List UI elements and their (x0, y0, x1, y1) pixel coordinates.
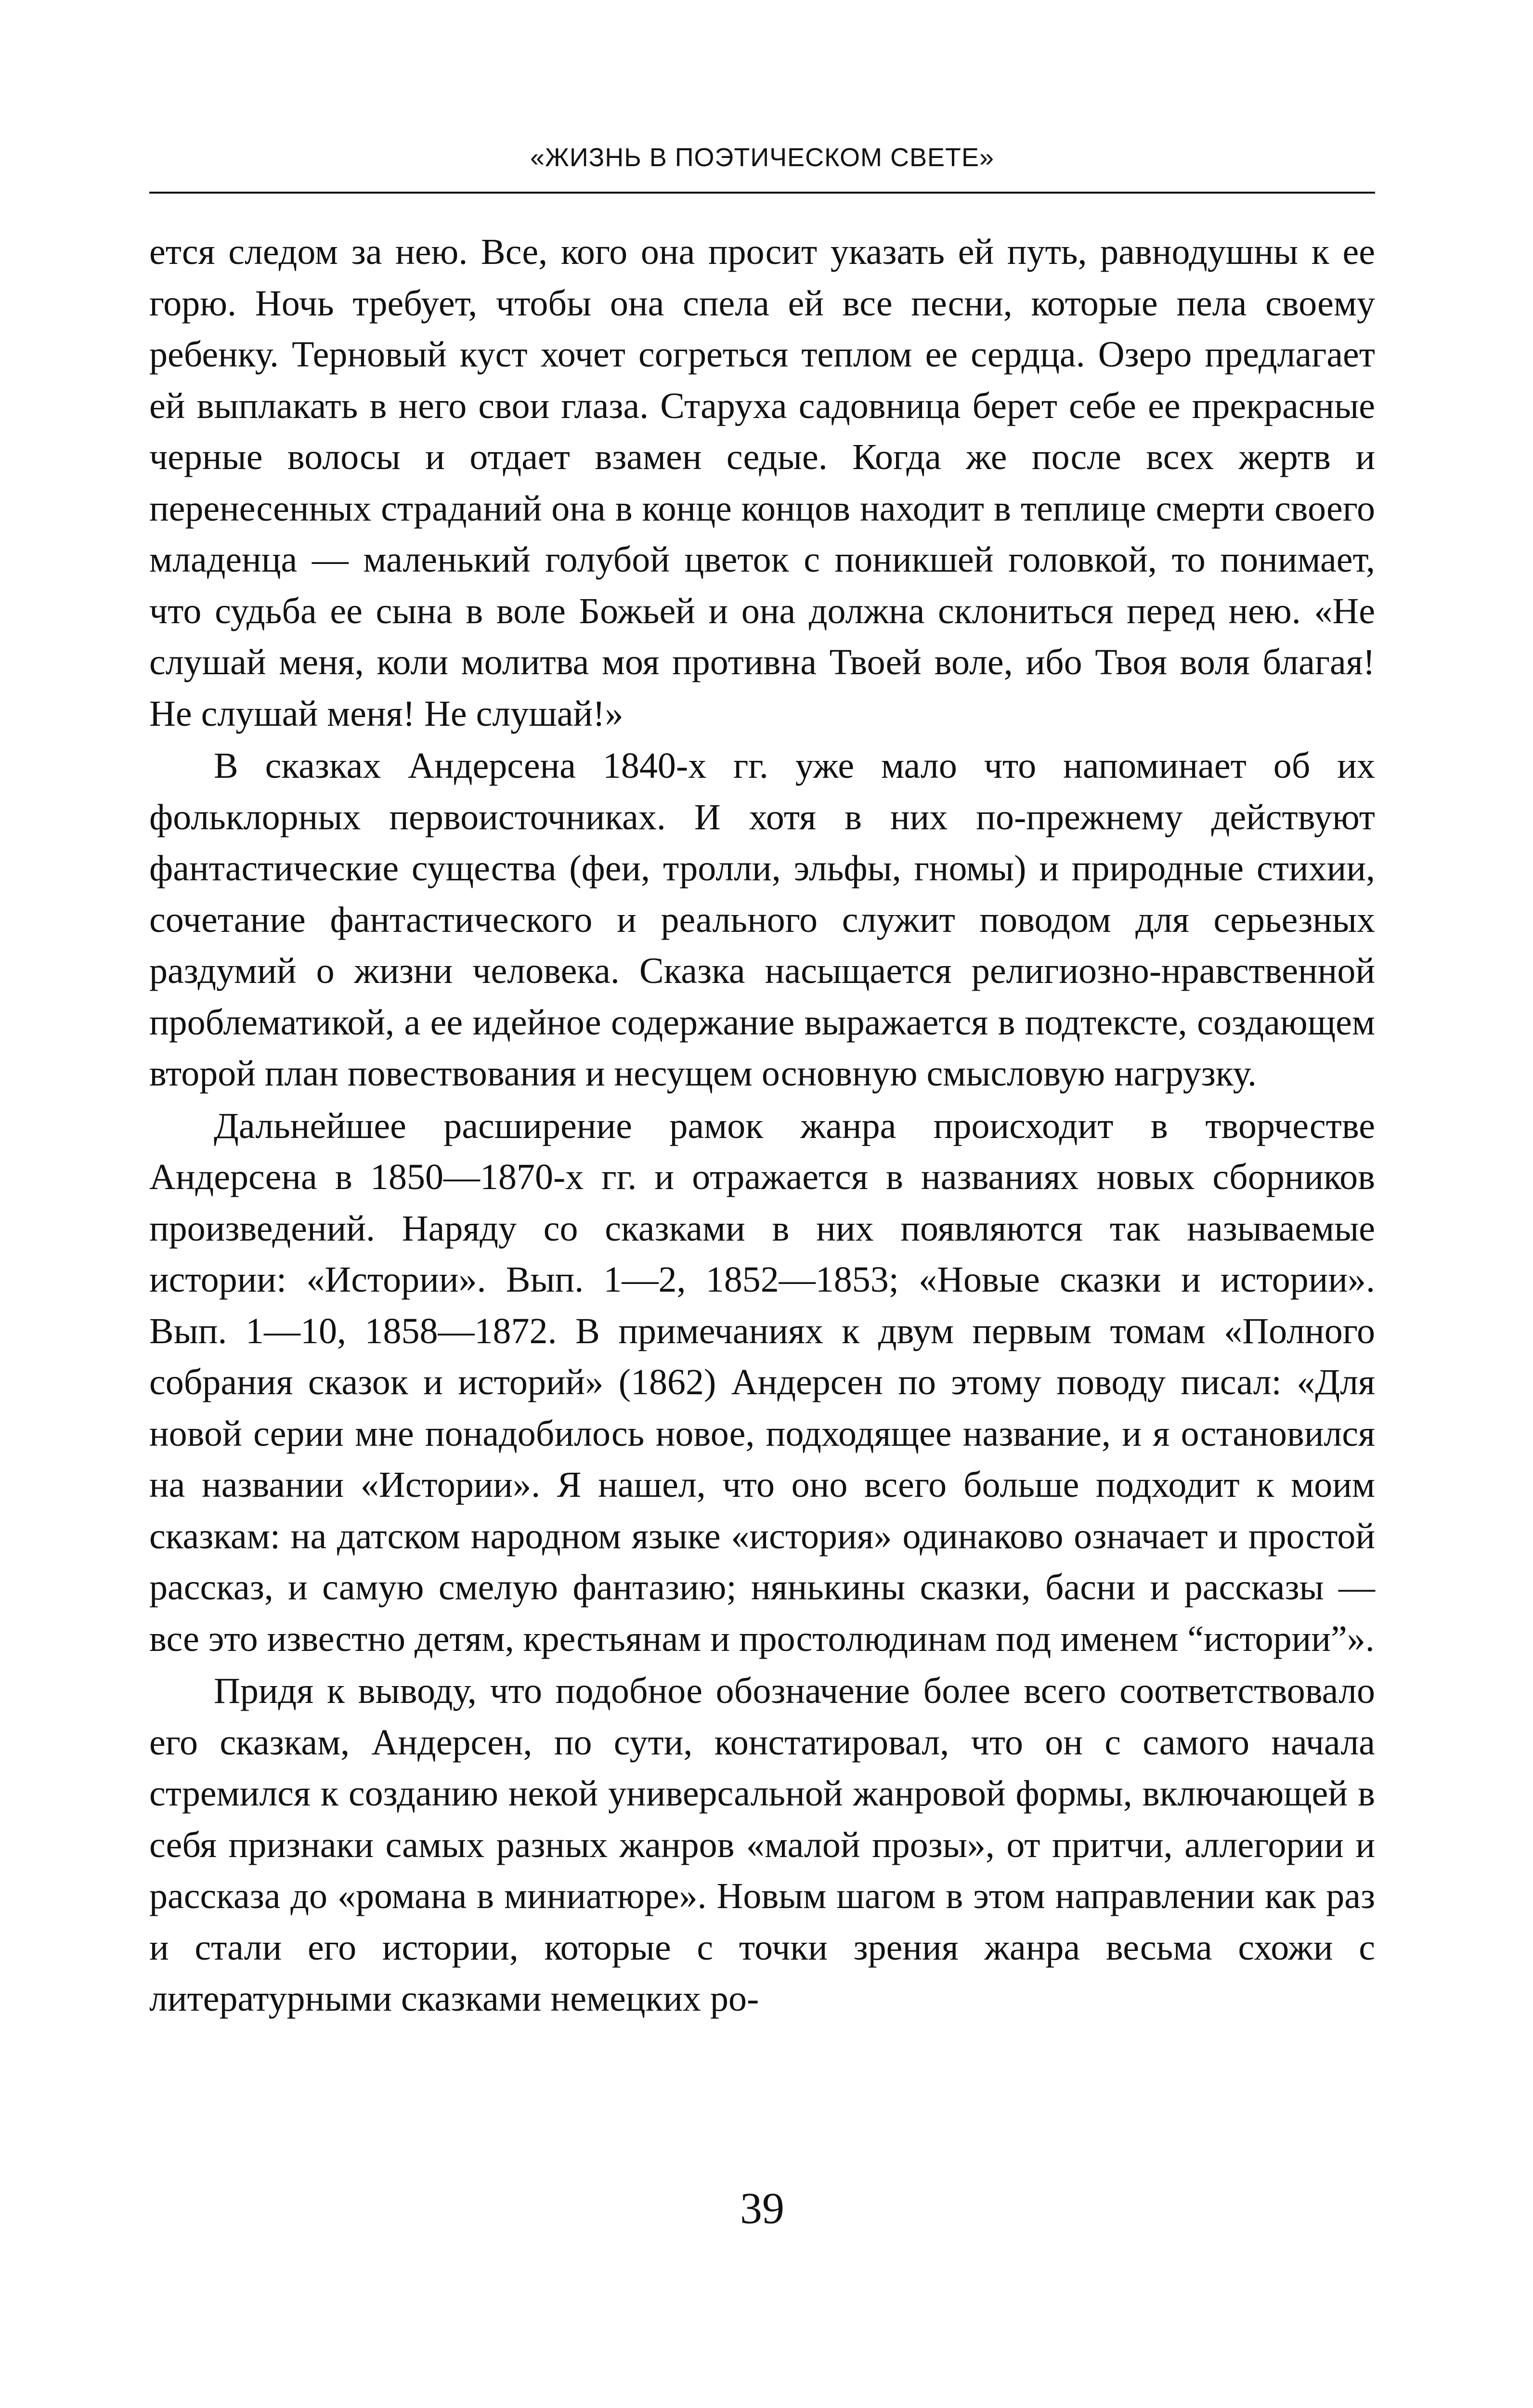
paragraph: Придя к выводу, что подобное обозначение более всего соответствовало его сказкам, Андерсен, по сути, констатировал, что он с самого начала стремился к созданию некой универсальной жанровой формы, включающей в себя признаки самых разных жанров «малой прозы», от притчи, аллегории и рассказа до «романа в миниатюре». Новым шагом в этом направлении как раз и стали его истории, которые с точки зрения жанра весьма схожи с литературными сказками немецких ро- (149, 1671, 1375, 2019)
paragraph: Дальнейшее расширение рамок жанра происходит в творчестве Андерсена в 1850—1870-х гг. и отражается в названиях новых сборников произведений. Наряду со сказками в них появляются так называемые истории: «Истории». Вып. 1—2, 1852—1853; «Новые сказки и истории». Вып. 1—10, 1858—1872. В примечаниях к двум первым томам «Полного собрания сказок и историй» (1862) Андерсен по этому поводу писал: «Для новой серии мне понадобилось новое, подходящее название, и я остановился на названии «Истории». Я нашел, что оно всего больше подходит к моим сказкам: на датском народном языке «история» одинаково означает и простой рассказ, и самую смелую фантазию; нянькины сказки, басни и рассказы — все это известно детям, крестьянам и простолюдинам под именем “истории”». (149, 1105, 1375, 1659)
book-page (149, 0, 1375, 2408)
header-rule (149, 192, 1375, 194)
paragraph-continued: ется следом за нею. Все, кого она просит указать ей путь, равнодушны к ее горю. Ночь требует, чтобы она спела ей все песни, которые пела своему ребенку. Терновый куст хочет согреться теплом ее сердца. Озеро предлагает ей выплакать в него свои глаза. Старуха садовница берет себе ее прекрасные черные волосы и отдает взамен седые. Когда же после всех жертв и перенесенных страданий она в конце концов находит в теплице смерти своего младенца — маленький голубой цветок с поникшей головкой, то понимает, что судьба ее сына в воле Божьей и она должна склониться перед нею. «Не слушай меня, коли молитва моя противна Твоей воле, ибо Твоя воля благая! Не слушай меня! Не слушай!» (149, 232, 1375, 734)
running-title: «ЖИЗНЬ В ПОЭТИЧЕСКОМ СВЕТЕ» (530, 143, 995, 172)
paragraph: В сказках Андерсена 1840-х гг. уже мало что напоминает об их фольклорных первоисточниках. И хотя в них по-прежнему действуют фантастические существа (феи, тролли, эльфы, гномы) и природные стихии, сочетание фантастического и реального служит поводом для серьезных раздумий о жизни человека. Сказка насыщается религиозно-нравственной проблематикой, а ее идейное содержание выражается в подтексте, создающем второй план повествования и несущем основную смысловую нагрузку. (149, 746, 1375, 1094)
body-text (149, 226, 1375, 2025)
page-number: 39 (740, 2184, 784, 2233)
